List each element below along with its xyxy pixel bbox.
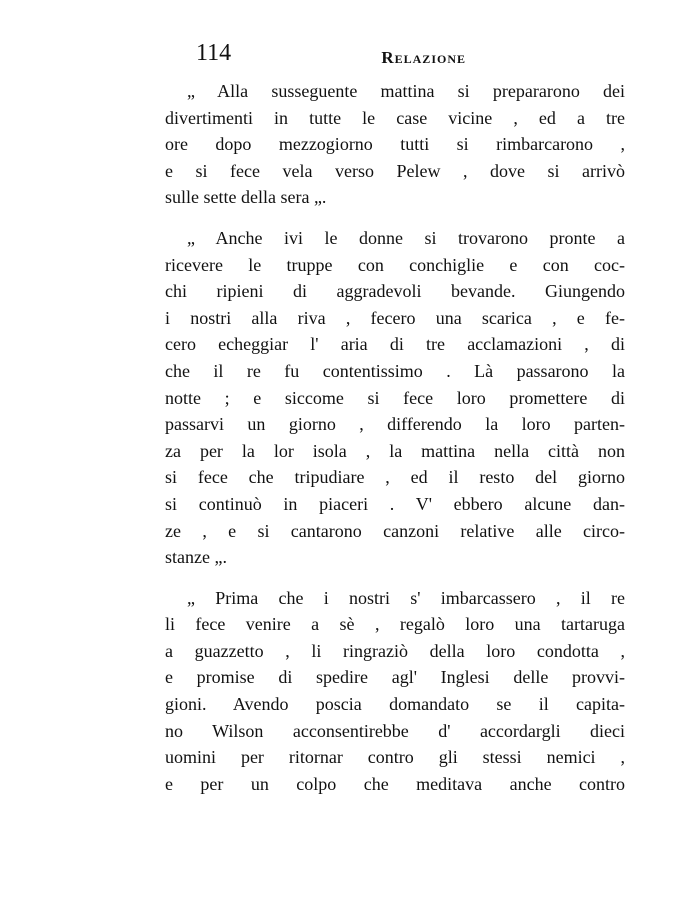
page-number: 114 [196, 40, 232, 66]
paragraph-gap [165, 571, 625, 585]
text-line: notte ; e siccome si fece loro promettere di [165, 387, 625, 408]
text-line: ze , e si cantarono canzoni relative alle circo- [165, 520, 625, 541]
running-title: Relazione [381, 48, 466, 67]
text-line: cero echeggiar l' aria di tre acclamazioni , di [165, 334, 625, 355]
paragraph-1 [165, 78, 625, 211]
text-line: si continuò in piaceri . V' ebbero alcune dan- [165, 493, 625, 514]
text-line: i nostri alla riva , fecero una scarica , e fe- [165, 307, 625, 328]
text-line: ricevere le truppe con conchiglie e con coc- [165, 254, 625, 275]
text-line: che il re fu contentissimo . Là passarono la [165, 360, 625, 381]
text-line: divertimenti in tutte le case vicine , ed a tre [165, 107, 625, 128]
text-line: ore dopo mezzogiorno tutti si rimbarcarono , [165, 134, 625, 155]
text-line: „ Anche ivi le donne si trovarono pronte a [187, 227, 625, 248]
text-line: „ Alla susseguente mattina si prepararono dei [187, 81, 625, 101]
text-line: „ Prima che i nostri s' imbarcassero , il re [187, 587, 625, 608]
paragraph-3 [165, 585, 625, 798]
text-line: a guazzetto , li ringraziò della loro condotta , [165, 640, 625, 661]
text-line: za per la lor isola , la mattina nella città non [165, 440, 625, 461]
text-line: stanze „. [165, 547, 227, 568]
body-text [165, 78, 625, 797]
text-line: li fece venire a sè , regalò loro una tartaruga [165, 614, 625, 635]
text-line: passarvi un giorno , differendo la loro parten- [165, 414, 625, 435]
text-line: e per un colpo che meditava anche contro [165, 773, 625, 794]
text-line: no Wilson acconsentirebbe d' accordargli dieci [165, 720, 625, 741]
text-line: e promise di spedire agl' Inglesi delle provvi- [165, 667, 625, 688]
text-line: si fece che tripudiare , ed il resto del giorno [165, 467, 625, 488]
text-line: sulle sette della sera „. [165, 187, 327, 208]
paragraph-gap [165, 211, 625, 225]
text-line: chi ripieni di aggradevoli bevande. Giungendo [165, 281, 625, 302]
page-header [196, 40, 466, 72]
text-line: uomini per ritornar contro gli stessi nemici , [165, 747, 625, 768]
text-line: gioni. Avendo poscia domandato se il capita- [165, 694, 625, 715]
paragraph-2 [165, 225, 625, 571]
text-line: e si fece vela verso Pelew , dove si arrivò [165, 160, 625, 181]
